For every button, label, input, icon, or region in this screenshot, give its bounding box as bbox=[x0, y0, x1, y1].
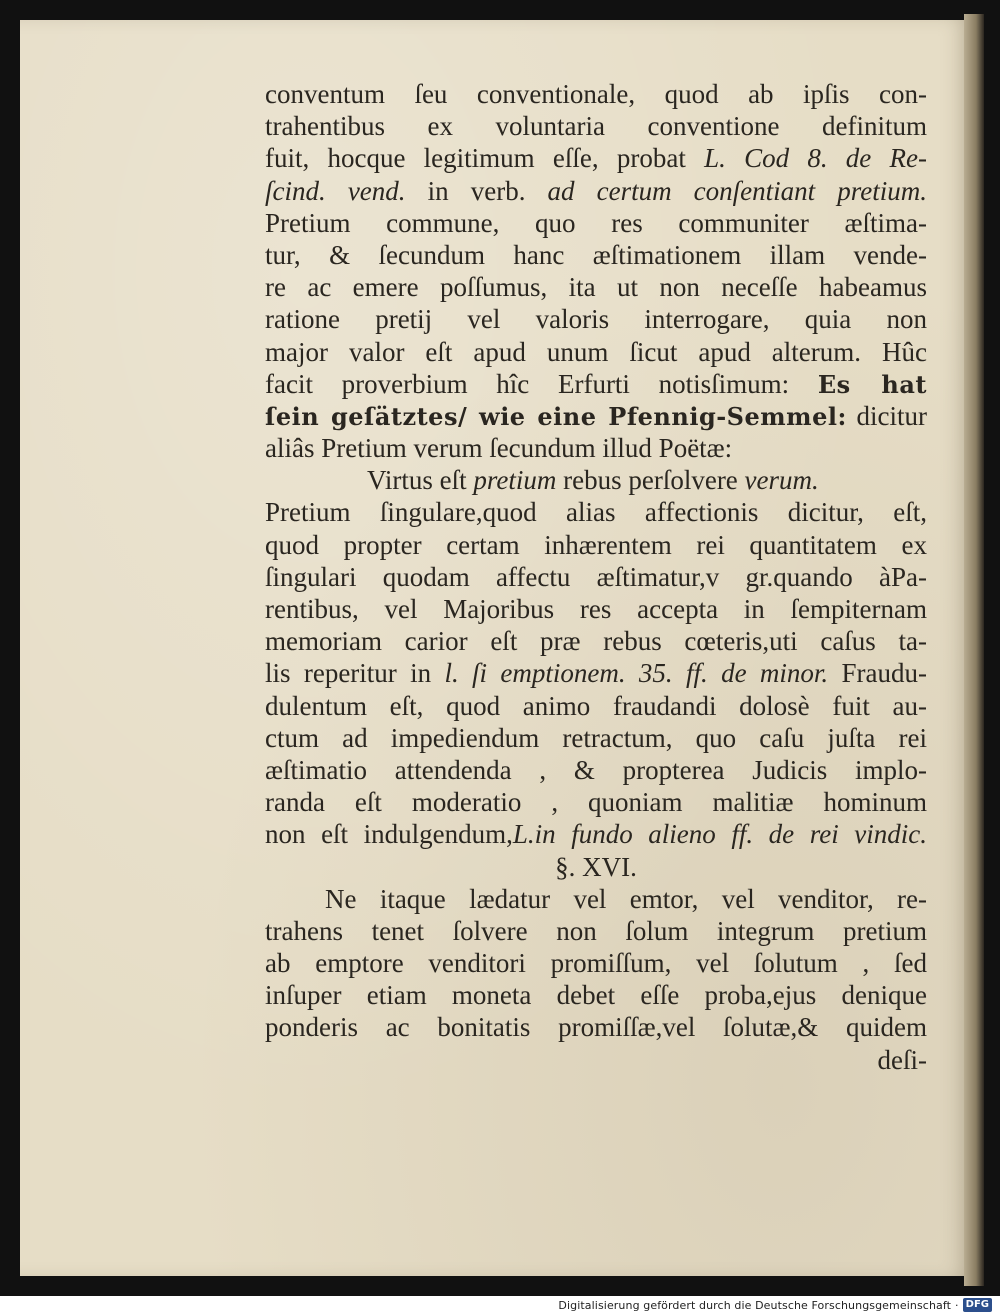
dfg-logo-icon: DFG bbox=[963, 1298, 992, 1312]
text-line bbox=[265, 593, 927, 625]
text-line bbox=[265, 786, 927, 818]
text-line bbox=[265, 78, 927, 110]
text-segment: quod propter certam inhærentem rei quantitatem ex bbox=[265, 529, 927, 560]
fraktur-text: ſein geſätztes/ wie eine Pfennig-Semmel: bbox=[265, 401, 847, 431]
text-line bbox=[265, 915, 927, 947]
text-segment: Virtus eſt bbox=[367, 465, 474, 496]
text-segment: æſtimatio attendenda , & propterea Judicis implo- bbox=[265, 754, 927, 785]
text-segment: Fraudu- bbox=[828, 658, 927, 689]
digitization-footer bbox=[558, 1297, 992, 1313]
text-line bbox=[265, 657, 927, 689]
text-line bbox=[265, 979, 927, 1011]
text-line bbox=[265, 303, 927, 335]
page-edge-shadow bbox=[964, 14, 984, 1286]
text-segment: ponderis ac bonitatis promiſſæ,vel ſolutæ,& quidem bbox=[265, 1012, 927, 1043]
text-segment: Pretium ſingulare,quod alias affectionis dicitur, eſt, bbox=[265, 497, 927, 528]
text-segment: ſingulari quodam affectu æſtimatur,v gr.quando àPa- bbox=[265, 561, 927, 592]
text-segment: §. XVI. bbox=[555, 851, 637, 882]
text-line bbox=[265, 142, 927, 174]
text-segment: re ac emere poſſumus, ita ut non neceſſe habeamus bbox=[265, 272, 927, 303]
text-line bbox=[265, 722, 927, 754]
text-segment: lis reperitur in bbox=[265, 658, 445, 689]
text-segment: ab emptore venditori promiſſum, vel ſolutum , ſed bbox=[265, 948, 927, 979]
italic-text: L. Cod 8. de Re- bbox=[704, 143, 927, 174]
text-line bbox=[265, 432, 927, 464]
italic-text: ſcind. vend. bbox=[265, 175, 406, 206]
text-segment: ratione pretij vel valoris interrogare, quia non bbox=[265, 304, 927, 335]
text-line bbox=[265, 1044, 927, 1076]
text-line bbox=[265, 947, 927, 979]
text-line bbox=[265, 1011, 927, 1043]
italic-text: L.in fundo alieno ff. de rei vindic. bbox=[512, 819, 927, 850]
italic-text: verum. bbox=[744, 465, 819, 496]
text-line bbox=[265, 818, 927, 850]
text-segment: inſuper etiam moneta debet eſſe proba,ejus denique bbox=[265, 980, 927, 1011]
text-line bbox=[265, 336, 927, 368]
text-line bbox=[265, 561, 927, 593]
text-segment: non eſt indulgendum, bbox=[265, 819, 513, 850]
text-segment: trahentibus ex voluntaria conventione definitum bbox=[265, 111, 927, 142]
text-segment: memoriam carior eſt præ rebus cœteris,uti caſus ta- bbox=[265, 626, 927, 657]
footer-credit-text: Digitalisierung gefördert durch die Deutsche Forschungsgemeinschaft bbox=[558, 1298, 952, 1312]
text-segment: dulentum eſt, quod animo fraudandi dolosè fuit au- bbox=[265, 690, 927, 721]
text-line bbox=[265, 368, 927, 400]
fraktur-text: Es hat bbox=[817, 369, 928, 399]
text-line bbox=[265, 207, 927, 239]
italic-text: l. ſi emptionem. 35. ff. de minor. bbox=[444, 658, 829, 689]
text-line bbox=[265, 110, 927, 142]
text-segment: Pretium commune, quo res communiter æſtima- bbox=[265, 207, 927, 238]
text-segment: rebus perſolvere bbox=[556, 465, 745, 496]
text-line bbox=[265, 625, 927, 657]
text-segment: in verb. bbox=[405, 175, 548, 206]
text-line bbox=[265, 690, 927, 722]
text-segment: major valor eſt apud unum ſicut apud alterum. Hûc bbox=[265, 336, 927, 367]
text-line bbox=[265, 400, 927, 432]
text-segment: ctum ad impediendum retractum, quo caſu juſta rei bbox=[265, 722, 927, 753]
text-line bbox=[265, 175, 927, 207]
text-segment: rentibus, vel Majoribus res accepta in ſempiternam bbox=[265, 594, 927, 624]
text-segment: aliâs Pretium verum ſecundum illud Poëtæ: bbox=[265, 433, 733, 464]
text-line bbox=[265, 464, 927, 496]
text-segment: deſi- bbox=[877, 1044, 927, 1075]
text-line bbox=[265, 529, 927, 561]
text-segment: trahens tenet ſolvere non ſolum integrum pretium bbox=[265, 915, 927, 946]
text-segment: tur, & ſecundum hanc æſtimationem illam vende- bbox=[265, 239, 927, 270]
text-line bbox=[265, 883, 927, 915]
text-segment: dicitur bbox=[846, 400, 928, 431]
italic-text: pretium bbox=[473, 465, 557, 496]
text-segment: fuit, hocque legitimum eſſe, probat bbox=[265, 143, 705, 174]
text-segment: Ne itaque lædatur vel emtor, vel venditor, re- bbox=[325, 883, 927, 914]
text-line bbox=[265, 851, 927, 883]
text-line bbox=[265, 754, 927, 786]
text-line bbox=[265, 271, 927, 303]
text-segment: facit proverbium hîc Erfurti notisſimum: bbox=[265, 368, 818, 399]
text-line bbox=[265, 496, 927, 528]
page-text-block bbox=[265, 78, 927, 1076]
footer-separator: · bbox=[955, 1298, 959, 1312]
text-segment: conventum ſeu conventionale, quod ab ipſis con- bbox=[265, 79, 927, 109]
italic-text: ad certum conſentiant pretium. bbox=[547, 175, 927, 206]
text-line bbox=[265, 239, 927, 271]
text-segment: randa eſt moderatio , quoniam malitiæ hominum bbox=[265, 787, 927, 818]
